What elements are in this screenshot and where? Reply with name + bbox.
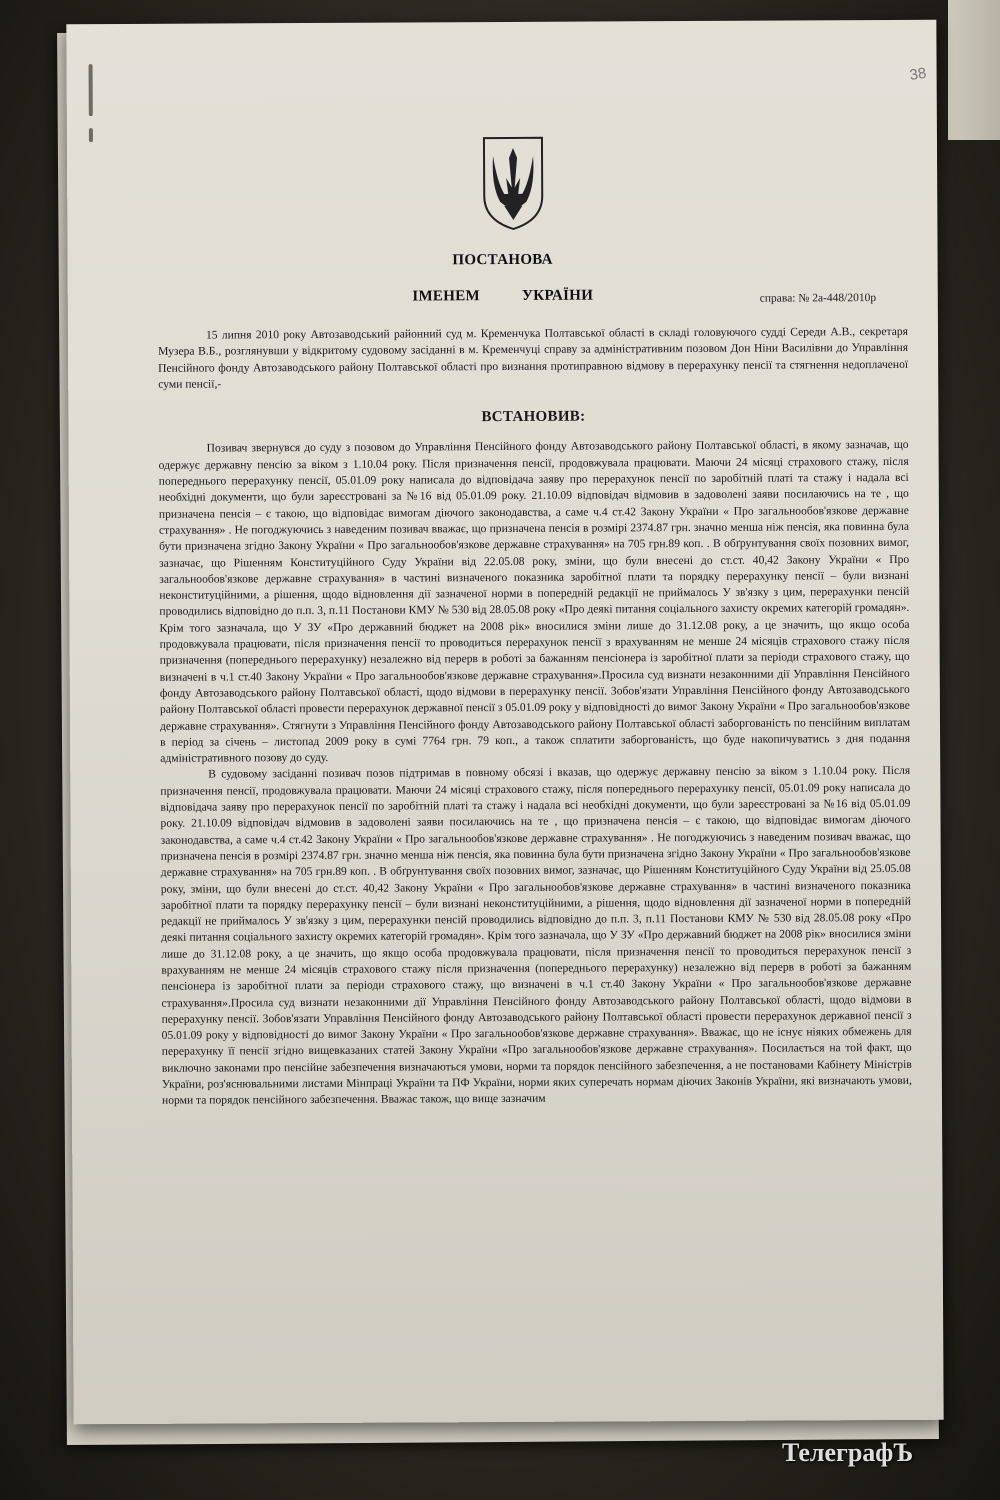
trident-emblem-icon bbox=[480, 134, 547, 232]
watermark-logo: ТелеграфЪ bbox=[782, 1438, 914, 1467]
document-subtitle: ІМЕНЕМ УКРАЇНИ bbox=[412, 287, 594, 305]
staple-mark-small bbox=[89, 128, 93, 142]
document-body bbox=[158, 324, 912, 1110]
paragraph-claim: Позивач звернувся до суду з позовом до Управління Пенсійного фонду Автозаводського району Полтавської області, в якому зазначав, що одержує державну пенсію за віком з 1.10.04 року. Після призначення пенсії, продовжувала працювати. Маючи 24 місяці страхового стажу, після попереднього перерахунку пенсії, 05.01.09 року написала до відповідача заяву про перерахунок пенсії по заробітній платі та стажу і надала всі необхідні документи, що були зареєстровані за №16 від 05.01.09 року. 21.10.09 відповідач відмовив в задоволені заяви посилаючись на те , що призначена пенсія – є такою, що відповідає вимогам діючого законодавства, а саме ч.4 ст.42 Закону України « Про загальнообов'язкове державне страхування» . Не погоджуючись з наведеним позивач вважає, що призначена пенсія в розмірі 2374.87 грн. значно менша ніж пенсія, яка повинна була бути призначена згідно Закону України « Про загальнообов'язкове державне страхування» на 705 грн.89 коп. . В обґрунтування своїх позовних вимог, зазначає, що Рішенням Конституційного Суду України від 22.05.08 року, зміни, що були внесені до ст.ст. 40,42 Закону України « Про загальнообов'язкове державне страхування» в частині визначеного показника заробітної плати та порядку перерахунку пенсії – були визнані неконституційними, а рішення, щодо відновлення дії зазначеної норми в попередній редакції не приймалось У зв'язку з цим, перерахунки пенсій проводились відповідно до п.п. 3, п.11 Постанови КМУ № 530 від 28.05.08 року «Про деякі питання соціального захисту окремих категорій громадян». Крім того зазначала, що У ЗУ «Про державний бюджет на 2008 рік» вносилися зміни лише до 31.12.08 року, а це значить, що якщо особа продовжувала працювати, після призначення пенсії то проводиться перерахунок пенсії з врахуванням не менше 24 місяців страхового стажу після призначення (попереднього перерахунку) незалежно від перерв в роботі за бажанням пенсіонера із заробітної плати за періоди страхового стажу, що визначені в ч.1 ст.40 Закону України « Про загальнообов'язкове державне страхування».Просила суд визнати незаконними дії Управління Пенсійного фонду Автозаводського району Полтавської області, щодо відмови в перерахунку пенсії. Зобов'язати Управління Пенсійного фонду Автозаводського району Полтавської області провести перерахунок державної пенсії з 05.01.09 року у відповідності до вимог Закону України « Про загальнообов'язкове державне страхування». Стягнути з Управління Пенсійного фонду Автозаводського району Полтавської області заборгованість по пенсійним виплатам в період за січень – листопад 2009 року в сумі 7764 грн. 79 коп., а також сплатити заборгованість, що буде накопичуватись з дня подання адміністративного позову до суду. bbox=[158, 438, 911, 765]
page-number-handwritten: 38 bbox=[908, 64, 928, 84]
staple-mark bbox=[89, 64, 93, 116]
section-heading: ВСТАНОВИВ: bbox=[481, 408, 586, 426]
case-number: справа: № 2а-448/2010р bbox=[759, 292, 877, 305]
paragraph-hearing: В судовому засіданні позивач позов підтримав в повному обсязі і вказав, що одержує державну пенсію за віком з 1.10.04 року. Після призначення пенсії, продовжувала працювати. Маючи 24 місяці страхового стажу, після попереднього перерахунку пенсії, 05.01.09 року написала до відповідача заяву про перерахунок пенсії по заробітній платі та стажу і надала всі необхідні документи, що були зареєстровані за №16 від 05.01.09 року. 21.10.09 відповідач відмовив в задоволені заяви посилаючись на те , що призначена пенсія – є такою, що відповідає вимогам діючого законодавства, а саме ч.4 ст.42 Закону України « Про загальнообов'язкове державне страхування» . Не погоджуючись з наведеним позивач вважає, що призначена пенсія в розмірі 2374.87 грн. значно менша ніж пенсія, яка повинна була бути призначена згідно Закону України « Про загальнообов'язкове державне страхування» на 705 грн.89 коп. . В обґрунтування своїх позовних вимог, зазначає, що Рішенням Конституційного Суду України від 25.05.08 року, зміни, що були внесені до ст.ст. 40,42 Закону України « Про загальнообов'язкове державне страхування» в частині визначеного показника заробітної плати та порядку перерахунку пенсії – були визнані неконституційними, а рішення, щодо відновлення дії зазначеної норми в попередній редакції не приймалось У зв'язку з цим, перерахунки пенсій проводились відповідно до п.п. 3, п.11 Постанови КМУ № 530 від 28.05.08 року «Про деякі питання соціального захисту окремих категорій громадян». Крім того зазначала, що У ЗУ «Про державний бюджет на 2008 рік» вносилися зміни лише до 31.12.08 року, а це значить, що якщо особа продовжувала працювати, після призначення пенсії то проводиться перерахунок пенсії з врахуванням не менше 24 місяців страхового стажу після призначення (попереднього перерахунку) незалежно від перерв в роботі за бажанням пенсіонера із заробітної плати за періоди страхового стажу, що визначені в ч.1 ст.40 Закону України « Про загальнообов'язкове державне страхування».Просила суд визнати незаконними дії Управління Пенсійного фонду Автозаводського району Полтавської області, щодо відмови в перерахунку пенсії. Зобов'язати Управління Пенсійного фонду Автозаводського району Полтавської області провести перерахунок державної пенсії з 05.01.09 року у відповідності до вимог Закону України « Про загальнообов'язкове державне страхування». Вважає, що не існує ніяких обмежень для перерахунку її пенсії згідно вищевказаних статей Закону України «Про загальнообов'язкове державне страхування». Посилається на той факт, що виключно законами про пенсійне забезпечення визначаються умови, норми та порядок пенсійного забезпечення, а не постановами Кабінету Міністрів України, роз'яснювальними листами Мінпраці України та ПФ України, норми яких суперечать нормам діючих Законів України, які визначають умови, норми та порядок пенсійного забезпечення. Вважає також, що вище зазначим bbox=[160, 764, 912, 1108]
adjacent-paper-edge bbox=[948, 0, 1000, 140]
document-title: ПОСТАНОВА bbox=[452, 251, 553, 269]
document-page bbox=[66, 20, 943, 1425]
intro-paragraph: 15 липня 2010 року Автозаводський районний суд м. Кременчука Полтавської області в складі головуючого судді Середи А.В., секретаря Музера В.Б., розглянувши у відкритому судовому засіданні в м. Кременчуці справу за адміністративним позовом Дон Ніни Василівни до Управління Пенсійного фонду Автозаводського району Полтавської області про визнання протиправною відмову в перерахунку пенсії та стягнення недоплаченої суми пенсії,- bbox=[158, 324, 909, 391]
